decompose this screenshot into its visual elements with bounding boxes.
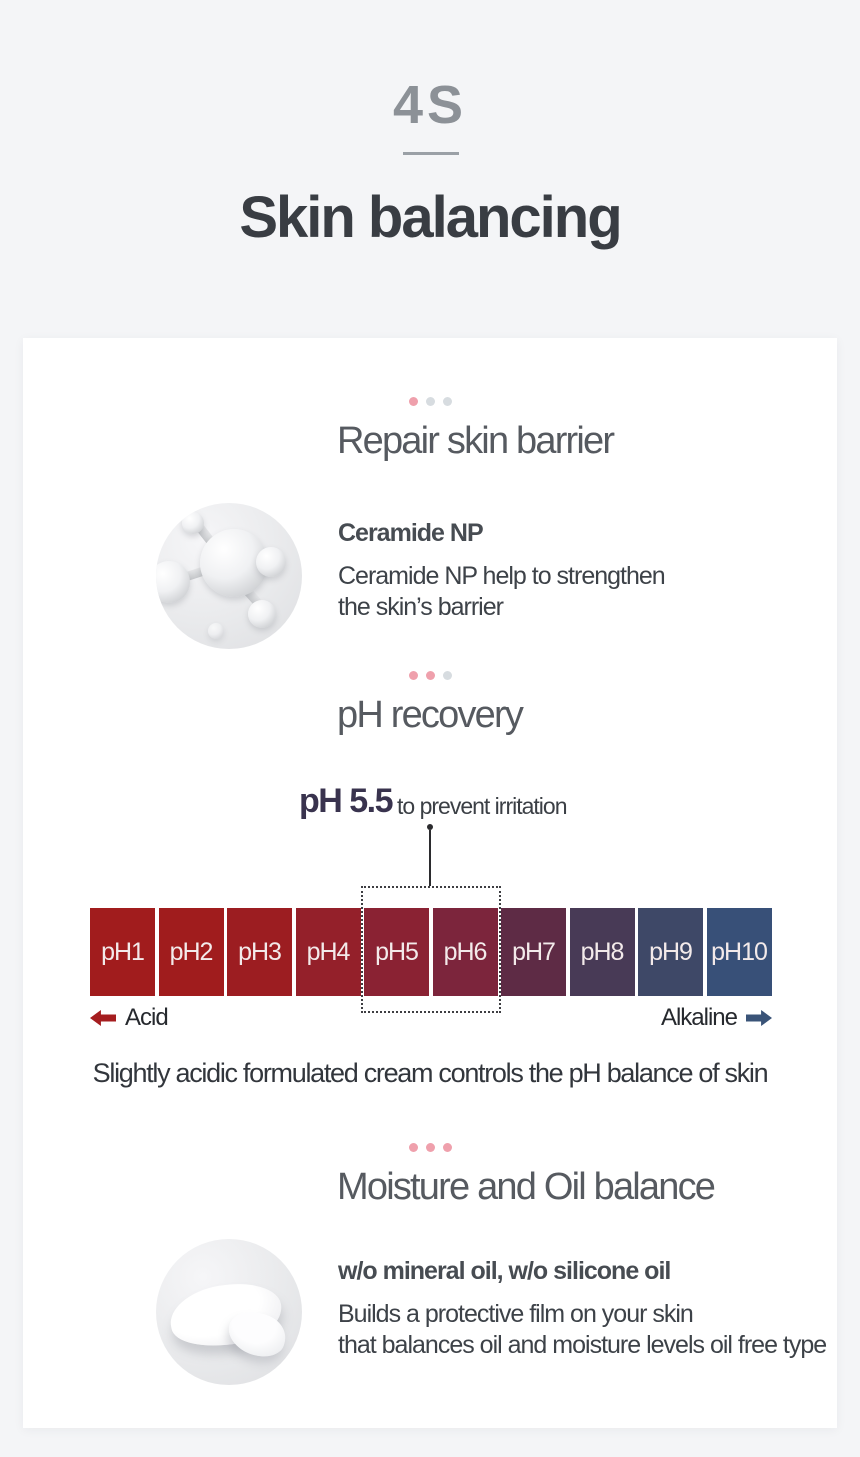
- section-heading-repair: Repair skin barrier: [337, 420, 614, 462]
- ph-block-pH1: pH1: [90, 908, 155, 996]
- alkaline-label: Alkaline: [660, 1004, 737, 1031]
- section-heading-moisture: Moisture and Oil balance: [337, 1166, 715, 1208]
- cream-swatch-image: [156, 1239, 302, 1385]
- ph-block-pH6: pH6: [433, 908, 498, 996]
- progress-dot: [409, 1143, 418, 1152]
- progress-dot: [443, 1143, 452, 1152]
- ph-caption: Slightly acidic formulated cream controls the pH balance of skin: [92, 1058, 768, 1088]
- ph-callout-value: pH 5.5: [299, 782, 393, 820]
- repair-feature-line: the skin’s barrier: [338, 593, 503, 621]
- acid-left-arrow-icon: [90, 1010, 116, 1026]
- progress-dot: [409, 397, 418, 406]
- molecule-sphere: [248, 600, 276, 628]
- repair-feature-title: Ceramide NP: [338, 519, 483, 547]
- moisture-feature-line: Builds a protective film on your skin: [338, 1300, 693, 1328]
- molecule-sphere: [256, 547, 286, 577]
- ceramide-molecule-image: [156, 503, 302, 649]
- ph-axis-labels: [90, 1004, 772, 1032]
- ph-callout-note: to prevent irritation: [397, 793, 567, 819]
- alkaline-right-arrow-icon: [746, 1010, 772, 1026]
- molecule-sphere: [156, 561, 190, 603]
- ph-scale-bar: [90, 908, 772, 996]
- molecule-sphere: [182, 512, 204, 534]
- progress-dots-moisture: [0, 1143, 860, 1152]
- acid-label: Acid: [125, 1004, 168, 1031]
- progress-dot: [426, 1143, 435, 1152]
- ph-block-pH10: pH10: [707, 908, 772, 996]
- progress-dot: [409, 671, 418, 680]
- moisture-feature-title: w/o mineral oil, w/o silicone oil: [338, 1257, 671, 1285]
- alkaline-axis-group: [661, 1004, 772, 1032]
- progress-dot: [426, 397, 435, 406]
- moisture-feature-text: [338, 1257, 826, 1361]
- ph-block-pH4: pH4: [296, 908, 361, 996]
- ph-block-pH2: pH2: [159, 908, 224, 996]
- page-title: Skin balancing: [239, 185, 621, 250]
- progress-dots-ph: [0, 671, 860, 680]
- ph-block-pH7: pH7: [501, 908, 566, 996]
- ph-block-pH9: pH9: [638, 908, 703, 996]
- progress-dot: [443, 397, 452, 406]
- ph-block-pH3: pH3: [227, 908, 292, 996]
- progress-dot: [426, 671, 435, 680]
- eyebrow-divider: [403, 152, 459, 155]
- ph-block-pH5: pH5: [364, 908, 429, 996]
- callout-pointer-line: [429, 830, 431, 886]
- section-heading-ph: pH recovery: [337, 694, 523, 736]
- progress-dot: [443, 671, 452, 680]
- ph-block-pH8: pH8: [570, 908, 635, 996]
- repair-feature-text: [338, 519, 665, 623]
- acid-axis-group: [90, 1004, 168, 1032]
- eyebrow-text: 4S: [392, 75, 468, 135]
- molecule-sphere: [208, 623, 224, 639]
- repair-feature-line: Ceramide NP help to strengthen: [338, 562, 665, 590]
- moisture-feature-line: that balances oil and moisture levels oil free type: [338, 1331, 827, 1359]
- progress-dots-repair: [0, 397, 860, 406]
